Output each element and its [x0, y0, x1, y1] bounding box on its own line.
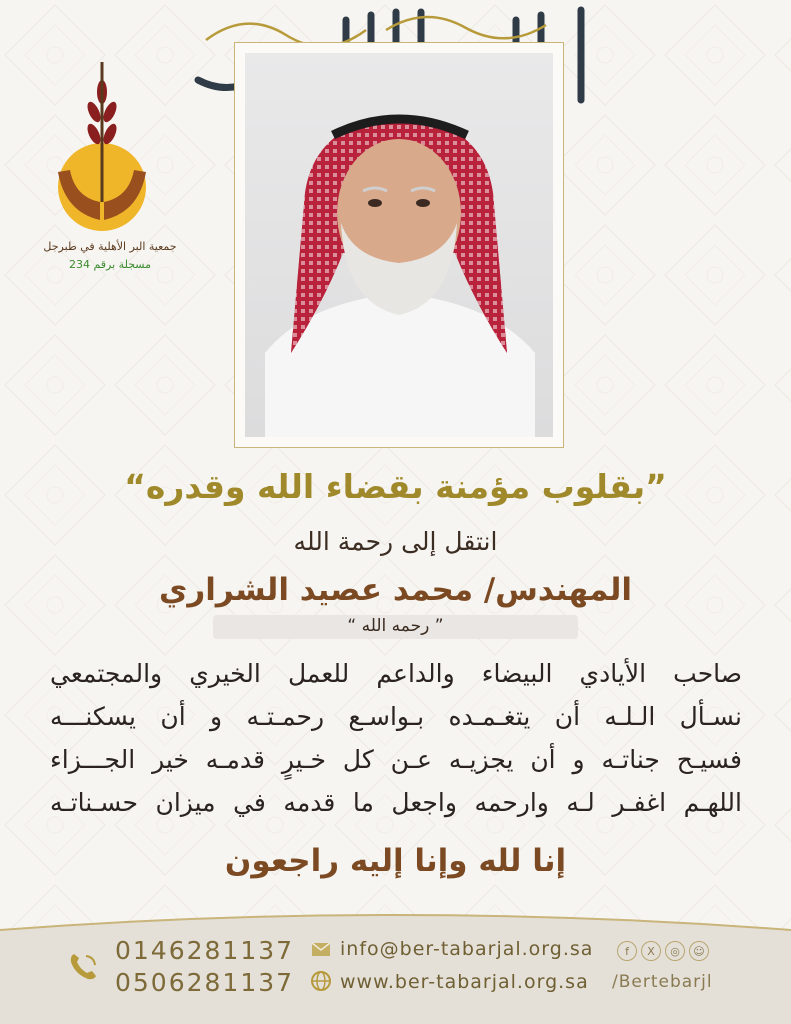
headline: ”بقلوب مؤمنة بقضاء الله وقدره“: [124, 467, 667, 506]
organization-logo: [40, 52, 180, 277]
portrait-photo: [245, 53, 553, 437]
phone-icon: [66, 950, 100, 984]
body-line: صاحب الأيادي البيضاء والداعم للعمل الخيري والمجتمعي: [50, 659, 742, 688]
facebook-icon[interactable]: f: [617, 941, 637, 961]
body-line: فسيـح جناتـه و أن يجزيـه عـن كل خـيرٍ قدمـه خير الجـــزاء: [50, 745, 742, 774]
logo-registration: مسجلة برقم 234: [68, 258, 152, 271]
deceased-name: المهندس/ محمد عصيد الشراري: [158, 572, 633, 608]
email-link[interactable]: info@ber-tabarjal.org.sa: [340, 938, 594, 960]
globe-icon: [310, 970, 332, 992]
portrait-frame: [234, 42, 564, 448]
body-line: اللهـم اغفـر لـه وارحمه واجعل ما قدمه في ميزان حسـناتـه: [50, 788, 742, 817]
phone-number-1[interactable]: 0146281137: [115, 936, 295, 965]
x-icon[interactable]: X: [641, 941, 661, 961]
passed-away-text: انتقل إلى رحمة الله: [293, 527, 498, 556]
email-icon: [311, 942, 331, 957]
social-handle[interactable]: /Bertebarjl: [612, 972, 713, 992]
logo-org-name: جمعية البر الأهلية في طبرجل: [43, 240, 177, 253]
condolence-body: [50, 652, 742, 824]
instagram-icon[interactable]: ◎: [665, 941, 685, 961]
body-line: نسـأل الـلـه أن يتغـمـده بـواسـع رحمـتـه و أن يسكنـــه: [50, 702, 742, 731]
closing-phrase: إنا لله وإنا إليه راجعون: [224, 843, 567, 879]
phone-number-2[interactable]: 0506281137: [115, 968, 295, 997]
snapchat-icon[interactable]: ☺: [689, 941, 709, 961]
website-link[interactable]: www.ber-tabarjal.org.sa: [340, 971, 589, 993]
social-icons: [617, 941, 709, 961]
rip-text: ” رحمه الله “: [347, 616, 444, 636]
